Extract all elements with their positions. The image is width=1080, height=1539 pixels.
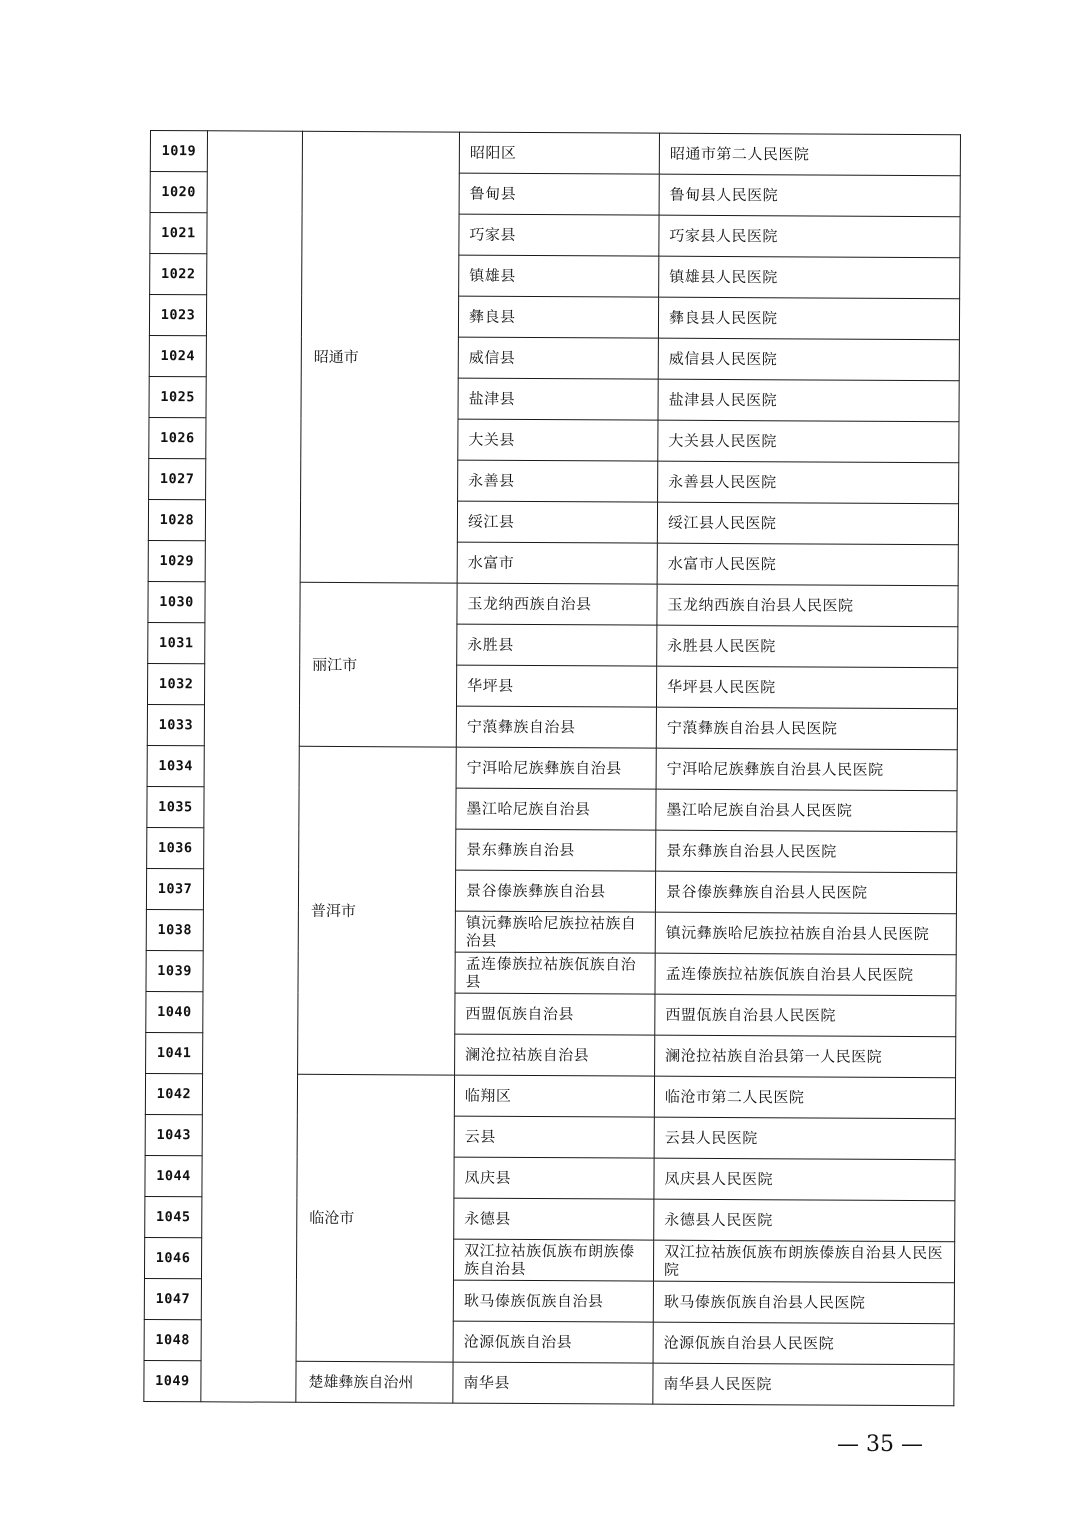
hospital-cell: 景东彝族自治县人民医院 bbox=[656, 830, 957, 873]
county-cell: 镇雄县 bbox=[459, 255, 659, 297]
hospital-cell: 临沧市第二人民医院 bbox=[654, 1076, 955, 1119]
city-cell: 丽江市 bbox=[299, 582, 457, 747]
county-cell: 永胜县 bbox=[457, 624, 657, 666]
hospital-cell: 耿马傣族佤族自治县人民医院 bbox=[653, 1281, 954, 1324]
hospital-cell: 凤庆县人民医院 bbox=[654, 1158, 955, 1201]
hospital-cell: 云县人民医院 bbox=[654, 1117, 955, 1160]
row-number: 1024 bbox=[149, 335, 206, 376]
hospital-cell: 永胜县人民医院 bbox=[657, 625, 958, 668]
hospital-cell: 宁洱哈尼族彝族自治县人民医院 bbox=[656, 748, 957, 791]
row-number: 1046 bbox=[144, 1237, 201, 1278]
row-number: 1048 bbox=[144, 1319, 201, 1360]
row-number: 1029 bbox=[148, 540, 205, 581]
row-number: 1045 bbox=[145, 1196, 202, 1237]
row-number: 1043 bbox=[145, 1114, 202, 1155]
hospital-cell: 墨江哈尼族自治县人民医院 bbox=[656, 789, 957, 832]
city-cell: 临沧市 bbox=[296, 1074, 455, 1362]
hospital-cell: 华坪县人民医院 bbox=[656, 666, 957, 709]
table-row bbox=[150, 131, 960, 176]
row-number: 1023 bbox=[149, 295, 206, 336]
row-number: 1020 bbox=[150, 172, 207, 213]
row-number: 1027 bbox=[149, 458, 206, 499]
county-cell: 景谷傣族彝族自治县 bbox=[455, 870, 655, 912]
row-number: 1035 bbox=[147, 786, 204, 827]
hospital-cell: 宁蒗彝族自治县人民医院 bbox=[656, 707, 957, 750]
page-number: — 35 — bbox=[837, 1432, 923, 1457]
city-cell: 昭通市 bbox=[300, 131, 459, 583]
hospital-cell: 南华县人民医院 bbox=[653, 1363, 954, 1406]
county-cell: 华坪县 bbox=[456, 665, 656, 707]
hospital-cell: 玉龙纳西族自治县人民医院 bbox=[657, 584, 958, 627]
county-cell: 凤庆县 bbox=[454, 1157, 654, 1199]
hospital-table bbox=[143, 130, 961, 1406]
row-number: 1019 bbox=[150, 131, 207, 172]
row-number: 1031 bbox=[148, 622, 205, 663]
hospital-cell: 鲁甸县人民医院 bbox=[659, 174, 960, 217]
county-cell: 彝良县 bbox=[458, 296, 658, 338]
county-cell: 南华县 bbox=[453, 1362, 653, 1404]
hospital-cell: 永德县人民医院 bbox=[654, 1199, 955, 1242]
row-number: 1044 bbox=[145, 1155, 202, 1196]
row-number: 1033 bbox=[147, 704, 204, 745]
hospital-cell: 水富市人民医院 bbox=[657, 543, 958, 586]
city-cell: 楚雄彝族自治州 bbox=[296, 1361, 453, 1403]
row-number: 1032 bbox=[147, 663, 204, 704]
row-number: 1037 bbox=[146, 868, 203, 909]
county-cell: 永善县 bbox=[458, 460, 658, 502]
county-cell: 绥江县 bbox=[457, 501, 657, 543]
row-number: 1049 bbox=[144, 1360, 201, 1401]
row-number: 1039 bbox=[146, 950, 203, 991]
hospital-cell: 盐津县人民医院 bbox=[658, 379, 959, 422]
county-cell: 景东彝族自治县 bbox=[456, 829, 656, 871]
county-cell: 耿马傣族佤族自治县 bbox=[453, 1280, 653, 1322]
county-cell: 宁洱哈尼族彝族自治县 bbox=[456, 747, 656, 789]
county-cell: 镇沅彝族哈尼族拉祜族自治县 bbox=[455, 911, 655, 953]
row-number: 1034 bbox=[147, 745, 204, 786]
county-cell: 双江拉祜族佤族布朗族傣族自治县 bbox=[453, 1239, 653, 1281]
hospital-cell: 沧源佤族自治县人民医院 bbox=[653, 1322, 954, 1365]
province-column-empty bbox=[201, 131, 303, 1402]
county-cell: 玉龙纳西族自治县 bbox=[457, 583, 657, 625]
county-cell: 鲁甸县 bbox=[459, 173, 659, 215]
county-cell: 沧源佤族自治县 bbox=[453, 1321, 653, 1363]
county-cell: 巧家县 bbox=[459, 214, 659, 256]
county-cell: 孟连傣族拉祜族佤族自治县 bbox=[455, 952, 655, 994]
county-cell: 西盟佤族自治县 bbox=[455, 993, 655, 1035]
county-cell: 盐津县 bbox=[458, 378, 658, 420]
document-sheet bbox=[143, 130, 960, 1406]
county-cell: 澜沧拉祜族自治县 bbox=[455, 1034, 655, 1076]
hospital-cell: 景谷傣族彝族自治县人民医院 bbox=[655, 871, 956, 914]
city-cell: 普洱市 bbox=[298, 746, 457, 1075]
hospital-cell: 孟连傣族拉祜族佤族自治县人民医院 bbox=[655, 953, 956, 996]
row-number: 1047 bbox=[144, 1278, 201, 1319]
hospital-cell: 镇沅彝族哈尼族拉祜族自治县人民医院 bbox=[655, 912, 956, 955]
county-cell: 临翔区 bbox=[454, 1075, 654, 1117]
row-number: 1026 bbox=[149, 417, 206, 458]
row-number: 1040 bbox=[146, 991, 203, 1032]
hospital-cell: 彝良县人民医院 bbox=[658, 297, 959, 340]
county-cell: 云县 bbox=[454, 1116, 654, 1158]
hospital-cell: 威信县人民医院 bbox=[658, 338, 959, 381]
county-cell: 水富市 bbox=[457, 542, 657, 584]
hospital-cell: 西盟佤族自治县人民医院 bbox=[655, 994, 956, 1037]
county-cell: 墨江哈尼族自治县 bbox=[456, 788, 656, 830]
table-body bbox=[144, 131, 961, 1406]
county-cell: 昭阳区 bbox=[459, 132, 659, 174]
row-number: 1038 bbox=[146, 909, 203, 950]
hospital-cell: 永善县人民医院 bbox=[658, 461, 959, 504]
row-number: 1030 bbox=[148, 581, 205, 622]
hospital-cell: 巧家县人民医院 bbox=[659, 215, 960, 258]
hospital-cell: 昭通市第二人民医院 bbox=[659, 133, 960, 176]
county-cell: 宁蒗彝族自治县 bbox=[456, 706, 656, 748]
hospital-cell: 绥江县人民医院 bbox=[657, 502, 958, 545]
row-number: 1041 bbox=[146, 1032, 203, 1073]
row-number: 1028 bbox=[148, 499, 205, 540]
hospital-cell: 双江拉祜族佤族布朗族傣族自治县人民医院 bbox=[653, 1240, 954, 1283]
hospital-cell: 镇雄县人民医院 bbox=[659, 256, 960, 299]
row-number: 1025 bbox=[149, 376, 206, 417]
hospital-cell: 大关县人民医院 bbox=[658, 420, 959, 463]
row-number: 1036 bbox=[147, 827, 204, 868]
row-number: 1042 bbox=[145, 1073, 202, 1114]
county-cell: 永德县 bbox=[454, 1198, 654, 1240]
row-number: 1022 bbox=[150, 254, 207, 295]
hospital-cell: 澜沧拉祜族自治县第一人民医院 bbox=[655, 1035, 956, 1078]
county-cell: 大关县 bbox=[458, 419, 658, 461]
county-cell: 威信县 bbox=[458, 337, 658, 379]
row-number: 1021 bbox=[150, 213, 207, 254]
